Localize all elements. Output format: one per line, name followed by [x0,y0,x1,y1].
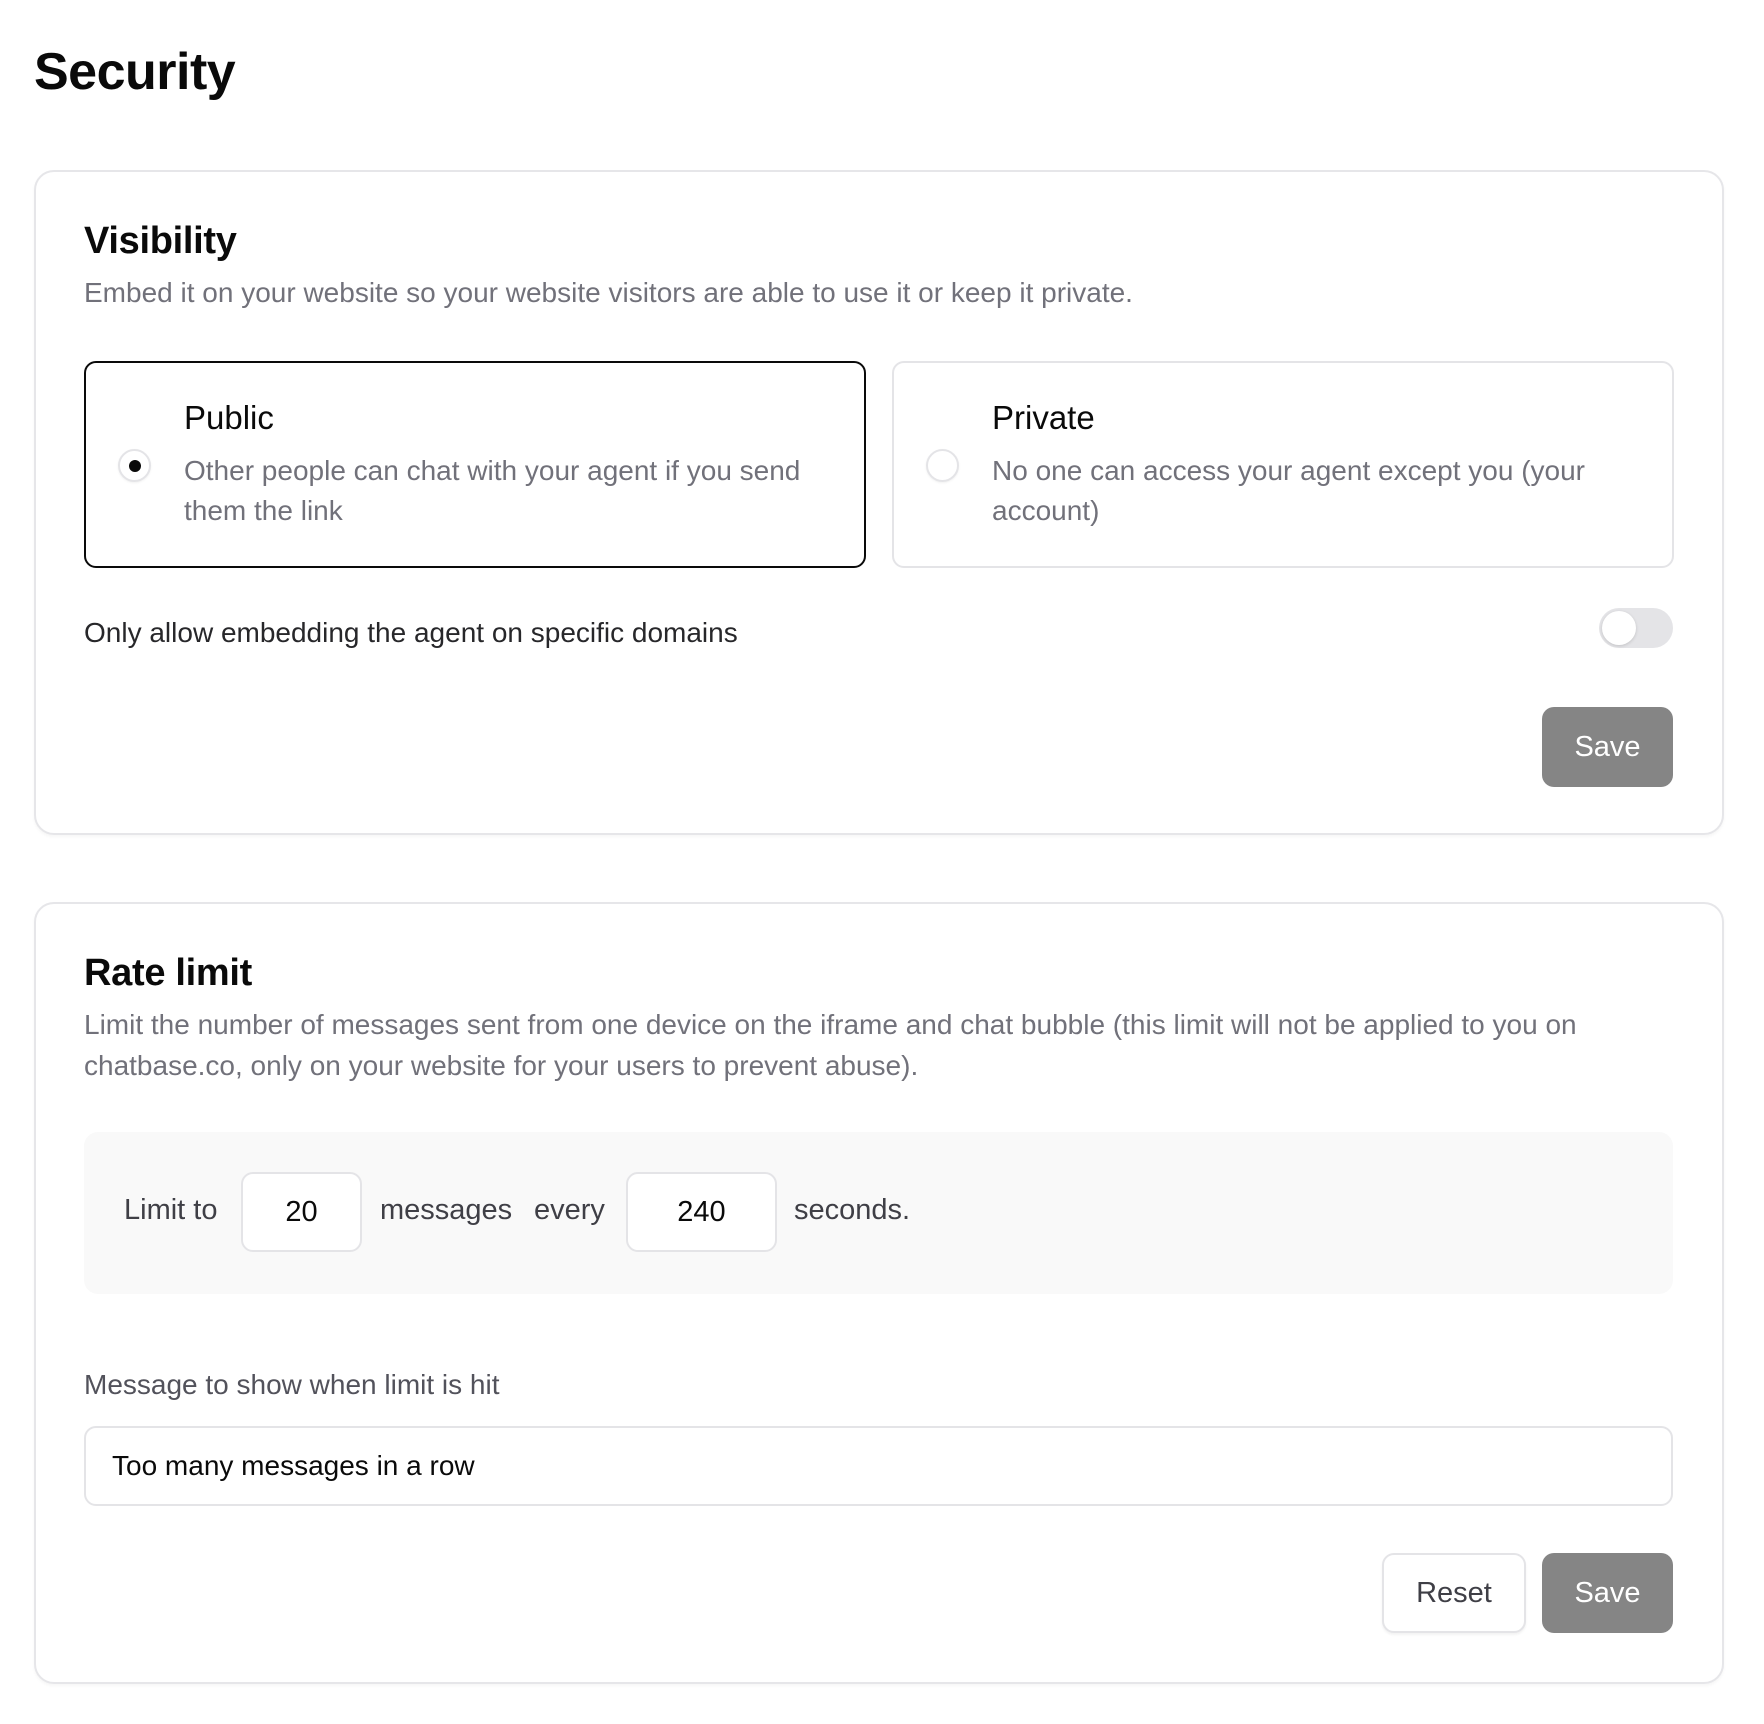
rate-limit-settings-panel [84,1132,1673,1294]
every-label: every [534,1194,605,1226]
rate-limit-save-button[interactable]: Save [1542,1553,1673,1633]
visibility-title: Visibility [84,220,237,262]
visibility-description: Embed it on your website so your website visitors are able to use it or keep it private. [84,277,1133,308]
limit-message-input[interactable] [84,1426,1673,1506]
private-radio-button[interactable] [926,449,959,482]
page-title: Security [34,43,236,101]
visibility-option-public[interactable] [84,361,866,568]
limit-message-label: Message to show when limit is hit [84,1369,500,1400]
limit-to-label: Limit to [124,1194,218,1226]
rate-limit-description: Limit the number of messages sent from one device on the iframe and chat bubble (this limit will not be applied to you on chatbase.co, only on your website for your users to prevent abuse). [84,1009,1577,1081]
public-option-label: Public [184,399,274,436]
public-radio-button[interactable] [118,449,151,482]
seconds-label: seconds. [794,1194,911,1226]
toggle-knob [1602,611,1636,645]
specific-domains-toggle[interactable] [1599,608,1673,648]
rate-limit-card [34,902,1724,1684]
visibility-option-private[interactable] [892,361,1674,568]
message-count-input[interactable] [241,1172,362,1252]
visibility-card [34,170,1724,835]
public-option-description: Other people can chat with your agent if you send them the link [184,455,801,526]
specific-domains-label: Only allow embedding the agent on specific domains [84,617,738,648]
rate-limit-reset-button[interactable]: Reset [1382,1553,1526,1633]
visibility-save-button[interactable]: Save [1542,707,1673,787]
private-option-label: Private [992,399,1095,436]
messages-label: messages [380,1194,513,1226]
private-option-description: No one can access your agent except you (your account) [992,455,1586,526]
rate-limit-title: Rate limit [84,952,253,994]
seconds-input[interactable] [626,1172,777,1252]
